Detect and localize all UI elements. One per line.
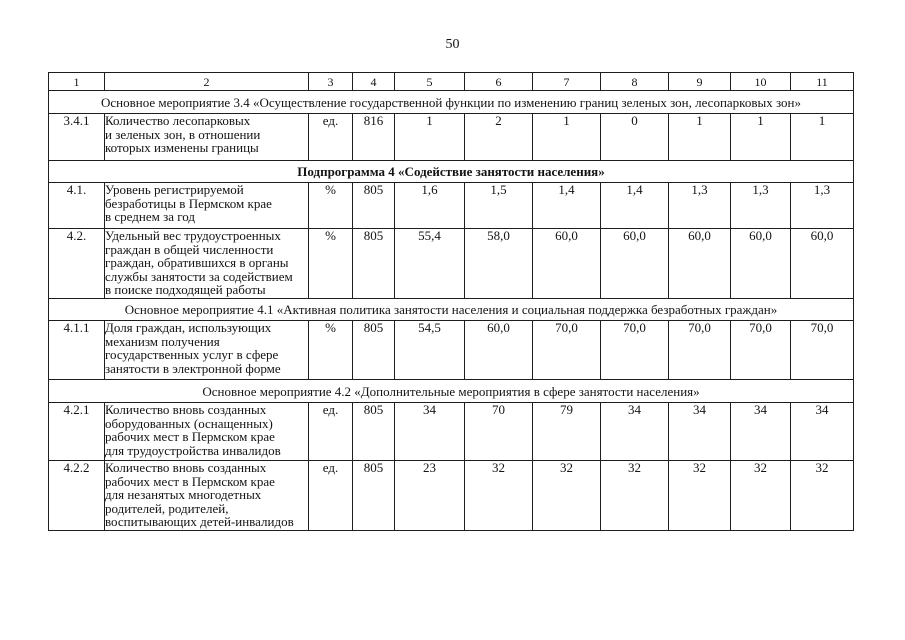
value-cell-col5: 54,5: [395, 321, 465, 380]
indicator-name-line: родителей, родителей,: [105, 500, 229, 516]
value-cell-col10: 1,3: [731, 183, 791, 229]
value-cell-col11: 60,0: [791, 229, 854, 299]
indicator-name-line: Удельный вес трудоустроенных: [105, 228, 281, 243]
column-number: 10: [731, 73, 791, 91]
indicator-name-line: Количество лесопарковых: [105, 113, 251, 128]
value-cell-col5: 34: [395, 403, 465, 461]
unit-cell: %: [309, 229, 353, 299]
value-cell-col9: 1,3: [669, 183, 731, 229]
value-cell-col10: 1: [731, 114, 791, 161]
column-number: 3: [309, 73, 353, 91]
indicator-name-line: граждан в общей численности: [105, 241, 274, 257]
indicator-name-cell: [105, 183, 309, 229]
value-cell-col9: 1: [669, 114, 731, 161]
section-heading: Основное мероприятие 3.4 «Осуществление государственной функции по изменению границ зеленых зон, лесопарковых зон»: [49, 91, 854, 114]
value-cell-col11: 70,0: [791, 321, 854, 380]
column-number-row: [49, 73, 854, 91]
column-number: 1: [49, 73, 105, 91]
table-body: [49, 91, 854, 531]
indicator-name-line: которых изменены границы: [105, 140, 259, 155]
value-cell-col7: 32: [533, 461, 601, 531]
indicator-name-line: в среднем за год: [105, 209, 195, 224]
value-cell-col5: 23: [395, 461, 465, 531]
column-number: 7: [533, 73, 601, 91]
value-cell-col10: 60,0: [731, 229, 791, 299]
row-number-cell: 4.1.: [49, 183, 105, 229]
value-cell-col5: 1: [395, 114, 465, 161]
value-cell-col9: 34: [669, 403, 731, 461]
row-number-cell: 4.2.: [49, 229, 105, 299]
code-cell: 805: [353, 403, 395, 461]
value-cell-col6: 70: [465, 403, 533, 461]
value-cell-col10: 34: [731, 403, 791, 461]
page-number: 50: [445, 37, 460, 52]
indicator-name-line: безработицы в Пермском крае: [105, 195, 272, 211]
row-number-cell: 4.2.2: [49, 461, 105, 531]
code-cell: 805: [353, 461, 395, 531]
column-number: 11: [791, 73, 854, 91]
value-cell-col11: 32: [791, 461, 854, 531]
value-cell-col8: 32: [601, 461, 669, 531]
unit-cell: %: [309, 321, 353, 380]
row-number-cell: 4.2.1: [49, 403, 105, 461]
indicator-name-cell: [105, 229, 309, 299]
subprogram-row: [49, 161, 854, 183]
indicator-name-line: Количество вновь созданных: [105, 402, 267, 417]
table-row: [49, 461, 854, 531]
indicator-name-line: в поиске подходящей работы: [105, 282, 266, 297]
indicator-name-line: Доля граждан, использующих: [105, 320, 272, 335]
indicator-name-line: для трудоустройства инвалидов: [105, 442, 281, 458]
indicator-name-line: рабочих мест в Пермском крае: [105, 473, 275, 489]
value-cell-col7: 1: [533, 114, 601, 161]
indicator-name-line: рабочих мест в Пермском крае: [105, 429, 275, 444]
code-cell: 816: [353, 114, 395, 161]
indicator-name-line: и зеленых зон, в отношении: [105, 126, 261, 142]
indicator-name-line: граждан, обратившихся в органы: [105, 255, 289, 270]
section-row: [49, 91, 854, 114]
section-heading: Основное мероприятие 4.2 «Дополнительные мероприятия в сфере занятости населения»: [49, 380, 854, 403]
indicator-name-line: службы занятости за содействием: [105, 268, 293, 284]
value-cell-col7: 1,4: [533, 183, 601, 229]
section-row: [49, 380, 854, 403]
subprogram-heading: Подпрограмма 4 «Содействие занятости населения»: [49, 161, 854, 183]
section-row: [49, 299, 854, 321]
value-cell-col6: 1,5: [465, 183, 533, 229]
unit-cell: ед.: [309, 114, 353, 161]
indicator-name-cell: [105, 321, 309, 380]
value-cell-col11: 1,3: [791, 183, 854, 229]
unit-cell: %: [309, 183, 353, 229]
value-cell-col10: 70,0: [731, 321, 791, 380]
indicator-name-line: Количество вновь созданных: [105, 460, 267, 475]
value-cell-col5: 1,6: [395, 183, 465, 229]
value-cell-col8: 70,0: [601, 321, 669, 380]
value-cell-col11: 1: [791, 114, 854, 161]
value-cell-col8: 60,0: [601, 229, 669, 299]
row-number-cell: 4.1.1: [49, 321, 105, 380]
indicator-name-line: государственных услуг в сфере: [105, 347, 279, 362]
column-number: 6: [465, 73, 533, 91]
table-row: [49, 114, 854, 161]
value-cell-col8: 34: [601, 403, 669, 461]
indicator-name-line: оборудованных (оснащенных): [105, 415, 273, 431]
table-row: [49, 403, 854, 461]
value-cell-col9: 32: [669, 461, 731, 531]
indicator-name-cell: [105, 461, 309, 531]
value-cell-col6: 32: [465, 461, 533, 531]
column-number: 9: [669, 73, 731, 91]
indicator-name-line: для незанятых многодетных: [105, 487, 262, 502]
indicator-name-line: занятости в электронной форме: [105, 360, 281, 376]
indicator-name-cell: [105, 114, 309, 161]
row-number-cell: 3.4.1: [49, 114, 105, 161]
column-number: 5: [395, 73, 465, 91]
code-cell: 805: [353, 229, 395, 299]
table-row: [49, 321, 854, 380]
indicator-name-line: воспитывающих детей-инвалидов: [105, 514, 294, 529]
value-cell-col9: 70,0: [669, 321, 731, 380]
code-cell: 805: [353, 321, 395, 380]
table-header: [49, 73, 854, 91]
indicator-name-cell: [105, 403, 309, 461]
code-cell: 805: [353, 183, 395, 229]
value-cell-col8: 1,4: [601, 183, 669, 229]
value-cell-col6: 60,0: [465, 321, 533, 380]
column-number: 8: [601, 73, 669, 91]
table-row: [49, 183, 854, 229]
indicator-name-line: механизм получения: [105, 333, 220, 349]
unit-cell: ед.: [309, 461, 353, 531]
unit-cell: ед.: [309, 403, 353, 461]
value-cell-col6: 2: [465, 114, 533, 161]
column-number: 2: [105, 73, 309, 91]
table-row: [49, 229, 854, 299]
value-cell-col7: 70,0: [533, 321, 601, 380]
column-number: 4: [353, 73, 395, 91]
value-cell-col10: 32: [731, 461, 791, 531]
value-cell-col7: 60,0: [533, 229, 601, 299]
value-cell-col8: 0: [601, 114, 669, 161]
indicator-name-line: Уровень регистрируемой: [105, 182, 244, 197]
value-cell-col5: 55,4: [395, 229, 465, 299]
value-cell-col11: 34: [791, 403, 854, 461]
value-cell-col6: 58,0: [465, 229, 533, 299]
section-heading: Основное мероприятие 4.1 «Активная политика занятости населения и социальная поддержка безработных граждан»: [49, 299, 854, 321]
value-cell-col9: 60,0: [669, 229, 731, 299]
indicators-table: [48, 72, 854, 531]
value-cell-col7: 79: [533, 403, 601, 461]
